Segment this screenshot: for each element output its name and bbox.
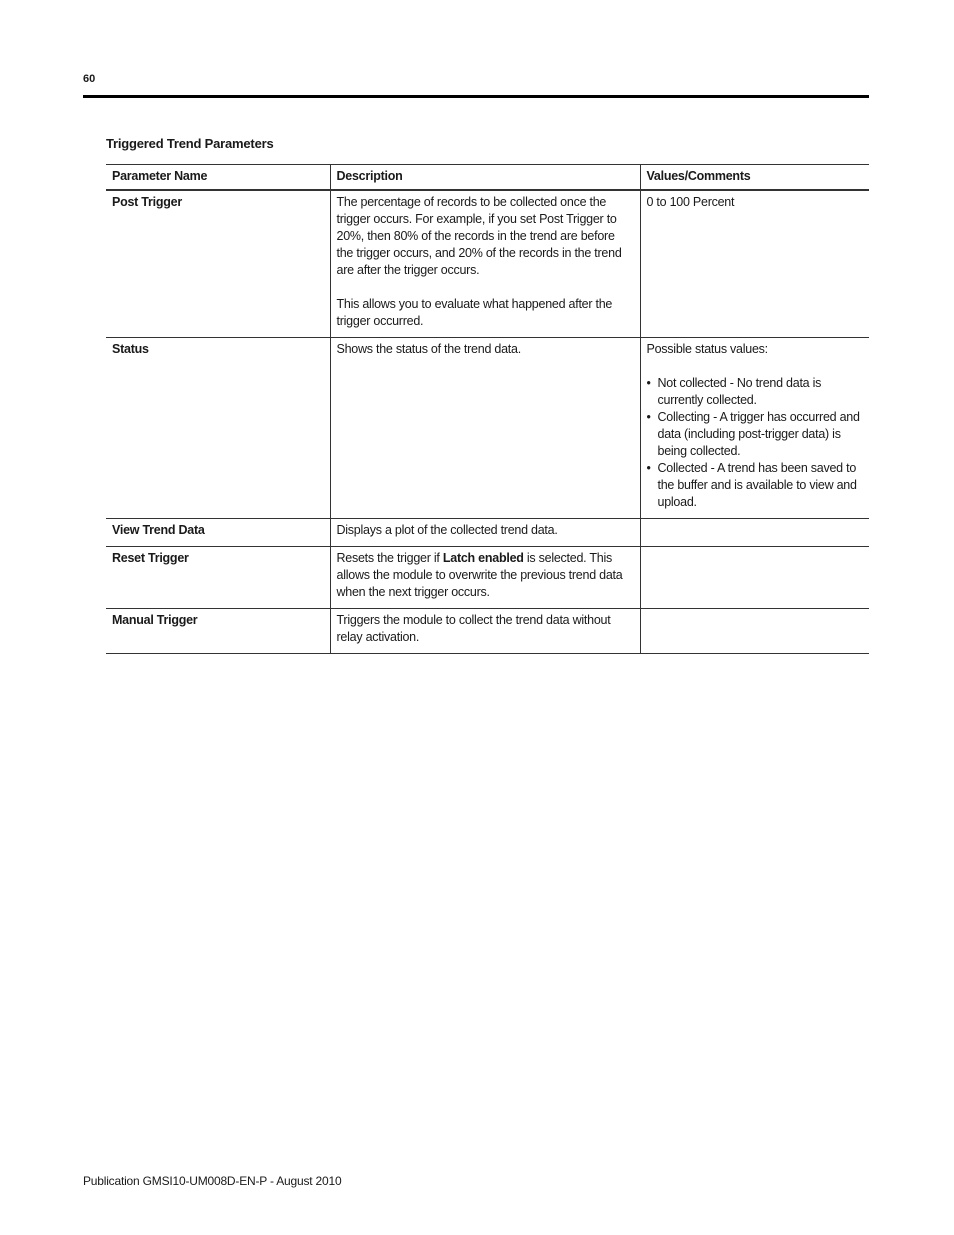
bullet-icon: •	[646, 376, 651, 390]
param-values-post-trigger: 0 to 100 Percent	[640, 190, 869, 338]
description-text: Resets the trigger if	[336, 551, 443, 565]
list-item-text: Collected - A trend has been saved to the buffer and is available to view and upload.	[657, 461, 857, 509]
description-text: is selected. This allows the module to overwrite the previous trend data when the next trigger occurs.	[336, 551, 623, 599]
column-header-description: Description	[330, 165, 640, 191]
param-values-view-trend-data	[640, 519, 869, 547]
table-row	[106, 519, 869, 547]
list-item-text: Not collected - No trend data is currently collected.	[657, 376, 822, 407]
param-name-post-trigger: Post Trigger	[106, 190, 330, 338]
table-row	[106, 190, 869, 338]
bullet-icon: •	[646, 410, 651, 424]
parameters-table	[106, 164, 869, 654]
param-name-reset-trigger: Reset Trigger	[106, 547, 330, 609]
description-emphasis: Latch enabled	[442, 551, 524, 565]
values-intro: Possible status values:	[646, 342, 768, 356]
footer-publication: Publication GMSI10-UM008D-EN-P - August 2010	[83, 1174, 342, 1188]
table-row	[106, 547, 869, 609]
list-item	[647, 409, 864, 460]
column-header-values-comments: Values/Comments	[640, 165, 869, 191]
list-item	[647, 460, 864, 511]
status-values-list	[647, 375, 864, 511]
param-description-post-trigger	[330, 190, 640, 338]
header-rule	[83, 95, 869, 98]
param-description-view-trend-data: Displays a plot of the collected trend data.	[330, 519, 640, 547]
param-name-view-trend-data: View Trend Data	[106, 519, 330, 547]
param-description-reset-trigger	[330, 547, 640, 609]
list-item-text: Collecting - A trigger has occurred and data (including post-trigger data) is being collected.	[657, 410, 860, 458]
list-item	[647, 375, 864, 409]
table-title: Triggered Trend Parameters	[106, 136, 274, 151]
param-values-manual-trigger	[640, 609, 869, 654]
param-name-manual-trigger: Manual Trigger	[106, 609, 330, 654]
bullet-icon: •	[646, 461, 651, 475]
param-values-reset-trigger	[640, 547, 869, 609]
param-values-status	[640, 338, 869, 519]
description-paragraph: This allows you to evaluate what happened after the trigger occurred.	[336, 297, 613, 328]
param-description-manual-trigger: Triggers the module to collect the trend data without relay activation.	[330, 609, 640, 654]
description-paragraph: The percentage of records to be collected once the trigger occurs. For example, if you set Post Trigger to 20%, then 80% of the records in the trend are before the trigger occurs, and 20% of the records in the trend are after the trigger occurs.	[336, 195, 622, 277]
param-name-status: Status	[106, 338, 330, 519]
page-number: 60	[83, 73, 96, 85]
table-header-row	[106, 165, 869, 191]
table-row	[106, 338, 869, 519]
table-row	[106, 609, 869, 654]
column-header-parameter-name: Parameter Name	[106, 165, 330, 191]
param-description-status: Shows the status of the trend data.	[330, 338, 640, 519]
